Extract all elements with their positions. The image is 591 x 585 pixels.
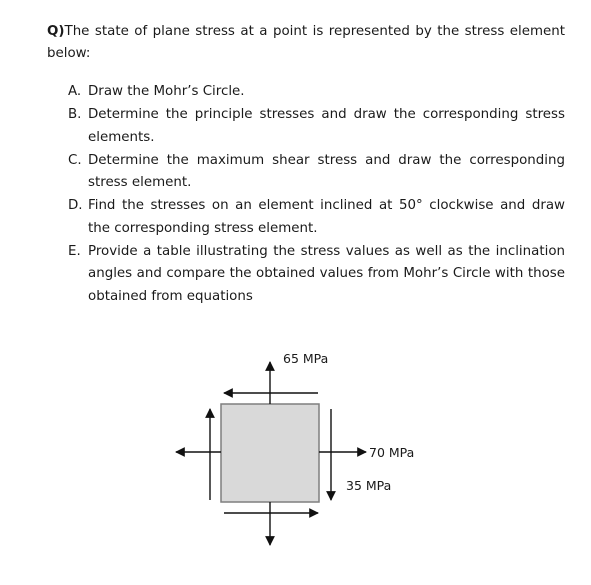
part-text: Determine the principle stresses and draw the corresponding stress elements. — [88, 107, 565, 145]
part-letter: C. — [68, 152, 82, 168]
part-letter: D. — [68, 198, 83, 214]
stress-element-square — [221, 404, 319, 502]
part-letter: B. — [68, 107, 82, 123]
part-letter: E. — [68, 244, 81, 260]
part-text: Find the stresses on an element inclined at 50° clockwise and draw the corresponding stress element. — [88, 198, 565, 236]
part-text: Determine the maximum shear stress and draw the corresponding stress element. — [88, 152, 565, 191]
shear-stress-label: 35 MPa — [346, 478, 392, 493]
part-letter: A. — [68, 84, 82, 99]
question-label: Q) — [47, 24, 65, 39]
part-text: Draw the Mohr’s Circle. — [88, 84, 245, 99]
part-text: Provide a table illustrating the stress values as well as the inclination angles and compare the obtained values from Mohr’s Circle with those obtained from equations — [88, 244, 565, 304]
question-body: The state of plane stress at a point is represented by the stress element below: — [47, 24, 565, 61]
sigma-y-label: 65 MPa — [283, 351, 329, 366]
sigma-x-label: 70 MPa — [369, 445, 415, 460]
